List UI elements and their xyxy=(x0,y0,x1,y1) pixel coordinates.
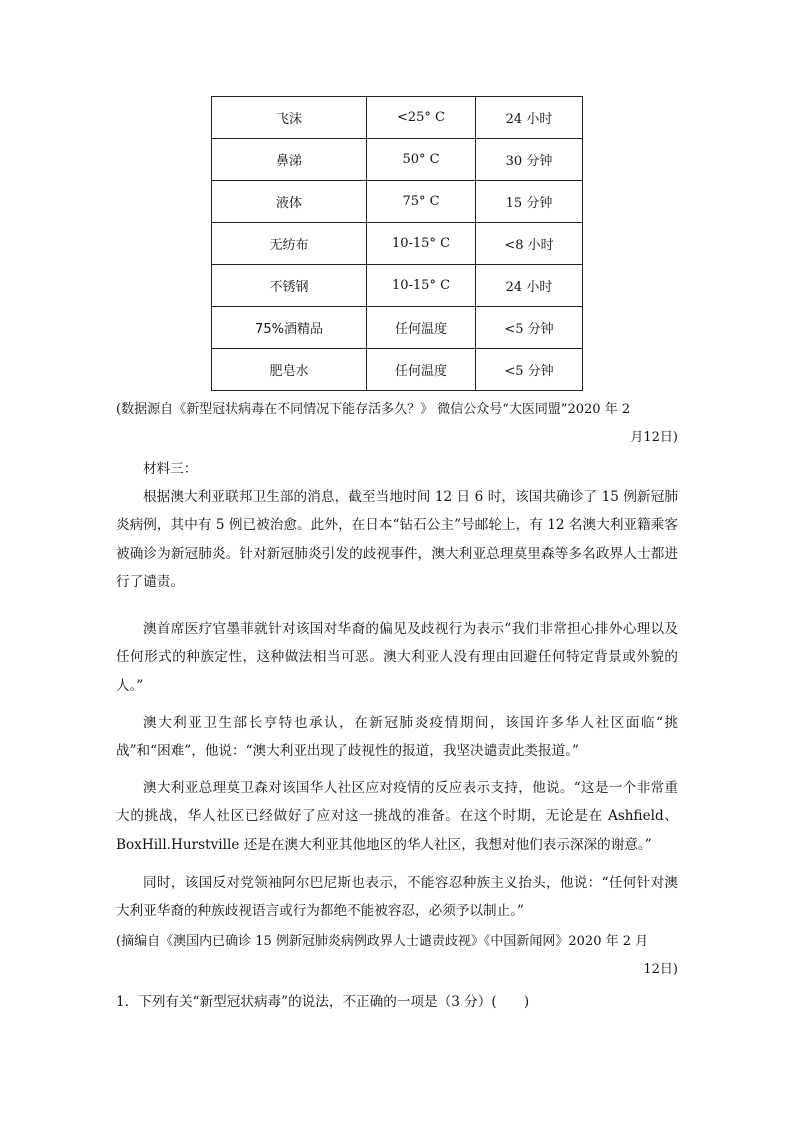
table-row xyxy=(212,139,583,181)
table-cell-medium: 飞沫 xyxy=(212,97,367,139)
table-row xyxy=(212,265,583,307)
survival-table xyxy=(211,96,583,391)
paragraph: 根据澳大利亚联邦卫生部的消息，截至当地时间 12 日 6 时，该国共确诊了 15 例新冠肺炎病例，其中有 5 例已被治愈。此外，在日本“钻石公主”号邮轮上，有 12 名澳大利亚籍乘客被确诊为新冠肺炎。针对新冠肺炎引发的歧视事件，澳大利亚总理莫里森等多名政界人士都进行了谴责。 xyxy=(116,489,678,590)
table-cell-temperature: <25° C xyxy=(367,97,476,139)
table-row xyxy=(212,181,583,223)
source-line: (摘编自《澳国内已确诊 15 例新冠肺炎病例政界人士谴责歧视》《中国新闻网》2020 年 2 月 xyxy=(116,934,649,949)
table-cell-medium: 肥皂水 xyxy=(212,349,367,391)
source-line-end: 月12日) xyxy=(630,430,678,445)
table-cell-temperature: 10-15° C xyxy=(367,223,476,265)
source-line: (数据源自《新型冠状病毒在不同情况下能存活多久？》 微信公众号“大医同盟”2020 年 2 xyxy=(116,402,631,417)
material-heading: 材料三： xyxy=(143,461,198,477)
table-source-note xyxy=(116,396,678,452)
table-cell-temperature: 50° C xyxy=(367,139,476,181)
table-cell-temperature: 10-15° C xyxy=(367,265,476,307)
table-cell-temperature: 75° C xyxy=(367,181,476,223)
table-row xyxy=(212,223,583,265)
table-cell-medium: 液体 xyxy=(212,181,367,223)
table-cell-medium: 鼻涕 xyxy=(212,139,367,181)
table-row xyxy=(212,97,583,139)
table-cell-duration: <5 分钟 xyxy=(476,307,583,349)
table-cell-medium: 75%酒精品 xyxy=(212,307,367,349)
table-cell-temperature: 任何温度 xyxy=(367,307,476,349)
table-row xyxy=(212,307,583,349)
table-cell-duration: 24 小时 xyxy=(476,265,583,307)
table-cell-duration: 24 小时 xyxy=(476,97,583,139)
table-cell-duration: <8 小时 xyxy=(476,223,583,265)
table-row xyxy=(212,349,583,391)
paragraph: 澳大利亚卫生部长亨特也承认，在新冠肺炎疫情期间，该国许多华人社区面临“挑战”和“困难”，他说：“澳大利亚出现了歧视性的报道，我坚决谴责此类报道。” xyxy=(116,715,678,760)
question-1: 1．下列有关“新型冠状病毒”的说法，不正确的一项是（3 分）( ) xyxy=(116,994,530,1010)
paragraph: 澳首席医疗官墨菲就针对该国对华裔的偏见及歧视行为表示“我们非常担心排外心理以及任何形式的种族定性，这种做法相当可恶。澳大利亚人没有理由回避任何特定背景或外貌的人。” xyxy=(116,621,678,694)
table-cell-temperature: 任何温度 xyxy=(367,349,476,391)
table-cell-duration: <5 分钟 xyxy=(476,349,583,391)
table-cell-medium: 无纺布 xyxy=(212,223,367,265)
paragraph: 同时，该国反对党领袖阿尔巴尼斯也表示，不能容忍种族主义抬头，他说：“任何针对澳大利亚华裔的种族歧视语言或行为都绝不能被容忍，必须予以制止。” xyxy=(116,875,678,920)
table-cell-duration: 15 分钟 xyxy=(476,181,583,223)
table-cell-duration: 30 分钟 xyxy=(476,139,583,181)
table-cell-medium: 不锈钢 xyxy=(212,265,367,307)
source-line-end: 12日) xyxy=(643,962,678,977)
paragraph: 澳大利亚总理莫卫森对该国华人社区应对疫情的反应表示支持，他说。“这是一个非常重大的挑战，华人社区已经做好了应对这一挑战的准备。在这个时期，无论是在 Ashfield、BoxHill.Hurstville 还是在澳大利亚其他地区的华人社区，我想对他们表示深深的谢意。” xyxy=(116,780,678,853)
article-source-note xyxy=(116,928,678,984)
